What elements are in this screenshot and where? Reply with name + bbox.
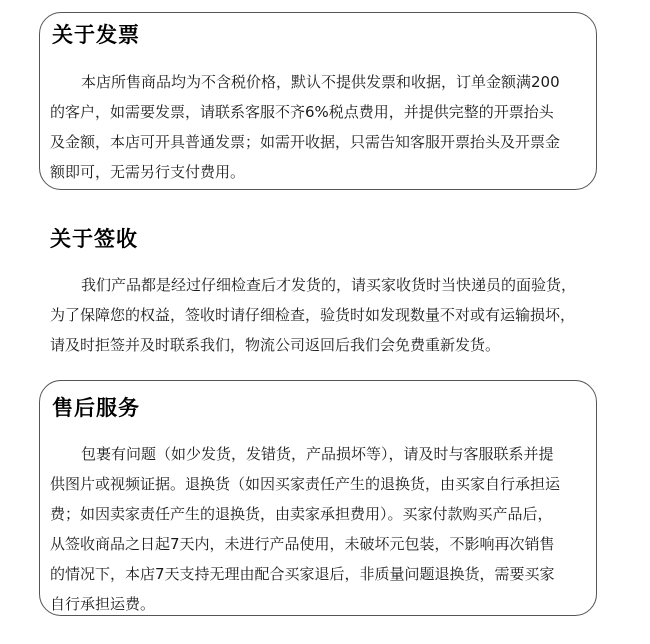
text-line: 自行承担运费。	[50, 595, 156, 613]
receipt-section-text	[50, 270, 595, 360]
text-line: 本店所售商品均为不含税价格，默认不提供发票和收据，订单金额满200	[81, 73, 560, 91]
text-line: 的客户，如需要发票，请联系客服不齐6%税点费用，并提供完整的开票抬头	[50, 103, 554, 121]
text-line: 额即可，无需另行支付费用。	[50, 163, 246, 181]
invoice-section-title: 关于发票	[52, 23, 140, 47]
text-line: 费；如因卖家责任产生的退换货，由卖家承担费用）。买家付款购买产品后，	[50, 505, 553, 523]
invoice-section-text	[50, 67, 590, 187]
text-line: 从签收商品之日起7天内，未进行产品使用，未破坏元包装，不影响再次销售	[50, 535, 555, 553]
text-line: 我们产品都是经过仔细检查后才发货的，请买家收货时当快递员的面验货，	[81, 276, 577, 294]
text-line: 及金额，本店可开具普通发票；如需开收据，只需告知客服开票抬头及开票金	[50, 133, 561, 151]
after-sales-section-title: 售后服务	[52, 396, 140, 420]
text-line: 包裹有问题（如少发货，发错货，产品损坏等），请及时与客服联系并提	[81, 445, 554, 463]
receipt-section-title: 关于签收	[50, 227, 138, 251]
text-line: 供图片或视频证据。退换货（如因买家责任产生的退换货，由买家自行承担运	[50, 475, 561, 493]
after-sales-section-text	[50, 439, 595, 619]
text-line: 为了保障您的权益，签收时请仔细检查，验货时如发现数量不对或有运输损坏，	[50, 306, 576, 324]
text-line: 请及时拒签并及时联系我们，物流公司返回后我们会免费重新发货。	[50, 336, 501, 354]
text-line: 的情况下，本店7天支持无理由配合买家退后，非质量问题退换货，需要买家	[50, 565, 555, 583]
